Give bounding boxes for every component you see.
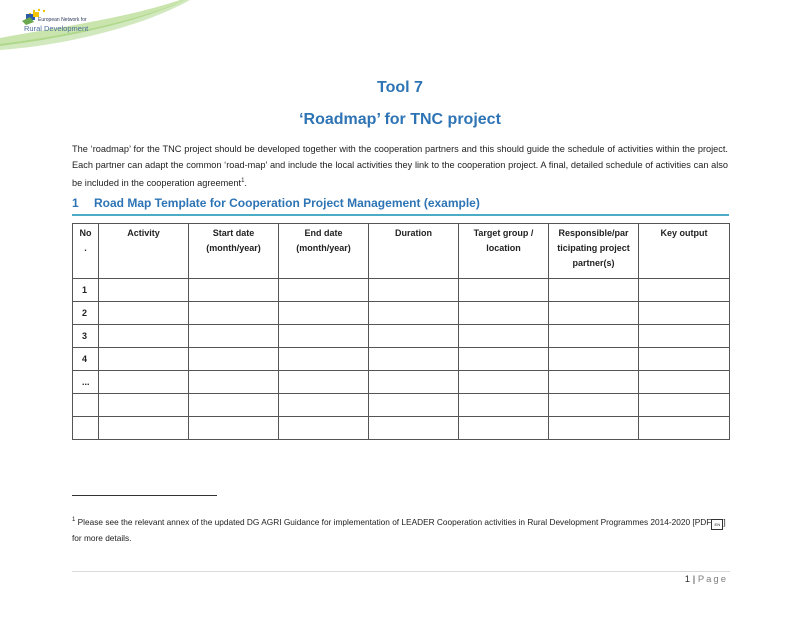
- table-cell: [459, 325, 549, 348]
- table-cell: [99, 325, 189, 348]
- table-cell: [369, 394, 459, 417]
- table-cell: [459, 302, 549, 325]
- table-cell: [549, 279, 639, 302]
- header-start-date: [189, 224, 279, 279]
- header-key-output: [639, 224, 730, 279]
- header-responsible: [549, 224, 639, 279]
- header-responsible-line: partner(s): [572, 258, 615, 268]
- intro-text: The ‘roadmap’ for the TNC project should be developed together with the cooperation partners and this should guide the schedule of activities within the project. Each partner can adapt the common ‘road-map’ and include the local activities they link to the cooperation project. A final, detailed schedule of activities can also be included in the cooperation agreement: [72, 144, 728, 189]
- row-number-cell: 3: [73, 325, 99, 348]
- table-cell: [369, 417, 459, 440]
- table-cell: [369, 371, 459, 394]
- table-cell: [639, 371, 730, 394]
- table-header-row: [73, 224, 730, 279]
- table-cell: [459, 348, 549, 371]
- table-cell: [369, 325, 459, 348]
- footnote: [72, 512, 732, 546]
- footnote-ref[interactable]: 1: [241, 178, 245, 184]
- tool-title: Tool 7: [377, 79, 423, 96]
- pdf-icon[interactable]: EN: [711, 519, 723, 530]
- header-target-line: location: [486, 243, 521, 253]
- table-cell: [189, 394, 279, 417]
- table-cell: [99, 417, 189, 440]
- footnote-after: ] for more details.: [72, 516, 726, 543]
- header-duration: [369, 224, 459, 279]
- table-cell: [639, 279, 730, 302]
- row-number-cell: 4: [73, 348, 99, 371]
- header-end-line: End date: [304, 228, 343, 238]
- intro-end: .: [244, 178, 247, 189]
- table-cell: [549, 371, 639, 394]
- table-cell: [549, 348, 639, 371]
- header-key-output-label: Key output: [660, 228, 708, 238]
- row-number-cell: ...: [73, 371, 99, 394]
- page-number-value: 1: [684, 574, 691, 585]
- table-cell: [99, 394, 189, 417]
- footnote-rule: [72, 495, 217, 496]
- roadmap-table: [72, 223, 730, 440]
- footnote-text: Please see the relevant annex of the updated DG AGRI Guidance for implementation of LEADER Cooperation activities in Rural Development Programmes 2014-2020 [PDF: [75, 516, 712, 527]
- header-activity: [99, 224, 189, 279]
- table-row: [73, 302, 730, 325]
- logo-line-2: Rural Development: [24, 24, 89, 33]
- header-responsible-line: ticipating project: [557, 243, 630, 253]
- row-number-cell: 2: [73, 302, 99, 325]
- table-cell: [279, 348, 369, 371]
- table-cell: [549, 325, 639, 348]
- table-cell: [189, 348, 279, 371]
- header-end-date: [279, 224, 369, 279]
- header-no-line: .: [84, 243, 87, 253]
- table-cell: [639, 302, 730, 325]
- table-cell: [369, 279, 459, 302]
- table-row: [73, 279, 730, 302]
- table-cell: [279, 394, 369, 417]
- footer-rule: [72, 571, 730, 572]
- section-heading: [72, 196, 729, 216]
- table-row: [73, 371, 730, 394]
- table-row: [73, 417, 730, 440]
- row-number-cell: [73, 417, 99, 440]
- table-cell: [639, 417, 730, 440]
- table-cell: [459, 394, 549, 417]
- header-responsible-line: Responsible/par: [558, 228, 629, 238]
- header-target-line: Target group /: [473, 228, 534, 238]
- table-cell: [189, 325, 279, 348]
- table-cell: [189, 417, 279, 440]
- page-label: Page: [697, 574, 728, 585]
- page-number: [685, 574, 728, 585]
- header-duration-label: Duration: [395, 228, 432, 238]
- table-cell: [189, 302, 279, 325]
- table-cell: [459, 371, 549, 394]
- header-end-line: (month/year): [296, 243, 351, 253]
- table-cell: [99, 279, 189, 302]
- row-number-cell: 1: [73, 279, 99, 302]
- table-body: [73, 279, 730, 440]
- table-cell: [279, 417, 369, 440]
- header-start-line: Start date: [212, 228, 255, 238]
- row-number-cell: [73, 394, 99, 417]
- intro-paragraph: [72, 141, 728, 191]
- header-start-line: (month/year): [206, 243, 261, 253]
- table-cell: [279, 371, 369, 394]
- table-cell: [459, 417, 549, 440]
- table-cell: [279, 279, 369, 302]
- table-cell: [639, 394, 730, 417]
- table-cell: [549, 417, 639, 440]
- table-cell: [279, 302, 369, 325]
- table-cell: [639, 348, 730, 371]
- table-cell: [459, 279, 549, 302]
- footnote-marker: 1: [72, 517, 76, 523]
- table-cell: [189, 279, 279, 302]
- table-cell: [549, 394, 639, 417]
- table-cell: [369, 302, 459, 325]
- table-cell: [369, 348, 459, 371]
- table-cell: [549, 302, 639, 325]
- logo-line-1: European Network for: [38, 17, 87, 23]
- document-title: ‘Roadmap’ for TNC project: [299, 111, 501, 128]
- header-no: [73, 224, 99, 279]
- page-separator: |: [692, 574, 696, 585]
- table-cell: [279, 325, 369, 348]
- table-cell: [99, 348, 189, 371]
- table-cell: [189, 371, 279, 394]
- table-cell: [639, 325, 730, 348]
- table-row: [73, 394, 730, 417]
- table-cell: [99, 371, 189, 394]
- table-cell: [99, 302, 189, 325]
- header-activity-label: Activity: [127, 228, 160, 238]
- header-no-line: No: [79, 228, 92, 238]
- table-row: [73, 348, 730, 371]
- header-target-group: [459, 224, 549, 279]
- enrd-logo: [0, 0, 200, 60]
- section-number: 1: [72, 196, 79, 210]
- section-title: Road Map Template for Cooperation Project Management (example): [94, 196, 480, 210]
- table-row: [73, 325, 730, 348]
